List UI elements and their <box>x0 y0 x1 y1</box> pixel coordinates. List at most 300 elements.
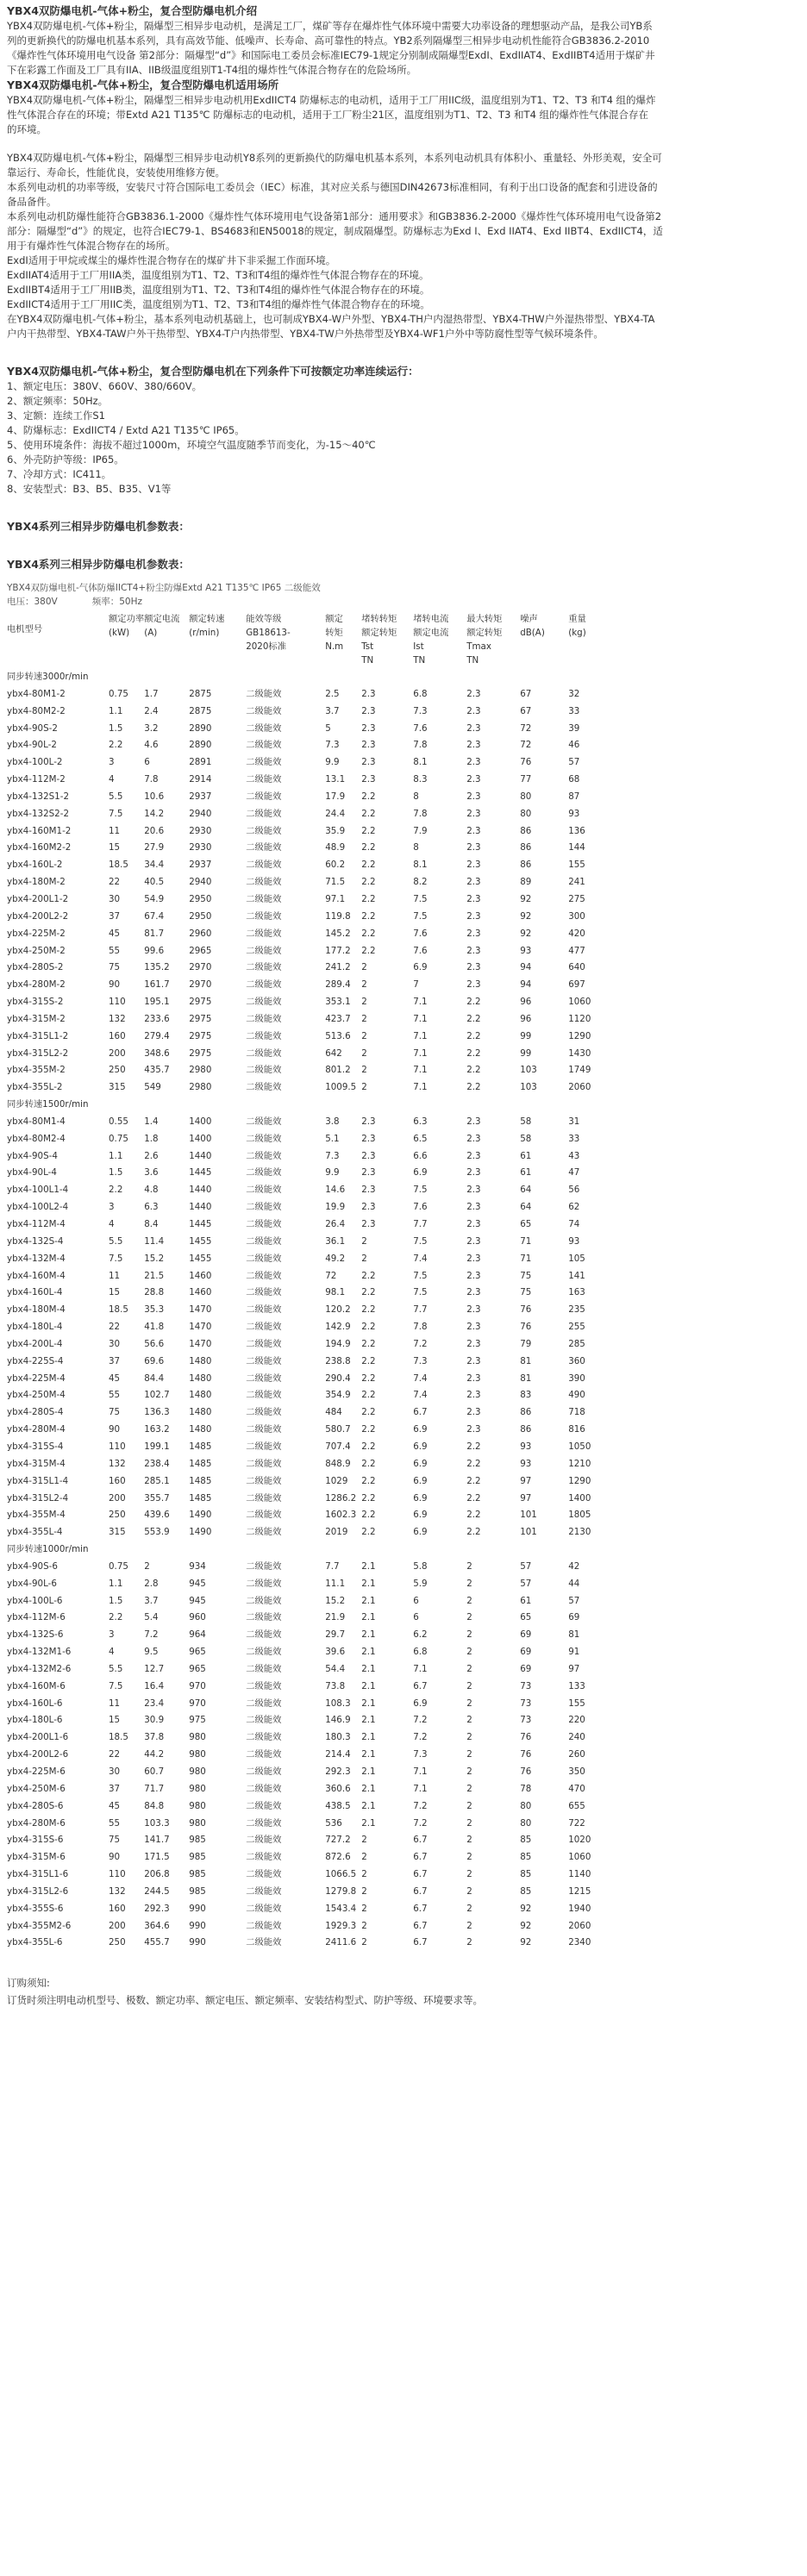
cell-power: 37 <box>109 1783 121 1794</box>
cell-noise: 97 <box>520 1475 532 1486</box>
cell-speed: 1445 <box>189 1219 212 1229</box>
cell-weight: 2340 <box>568 1937 591 1948</box>
cell-max-torque: 2.2 <box>466 1065 481 1076</box>
cell-weight: 44 <box>568 1578 580 1589</box>
table-row <box>7 840 620 857</box>
cell-torque: 1602.3 <box>325 1510 357 1521</box>
cell-power: 250 <box>109 1510 126 1521</box>
cell-weight: 722 <box>568 1817 585 1829</box>
cell-locked-current: 7.7 <box>413 1304 428 1316</box>
cell-weight: 62 <box>568 1202 580 1213</box>
scope-line: YBX4双防爆电机-气体+粉尘，隔爆型三相异步电动机用ExdIICT4 防爆标志的电动机，适用于工厂用IIC级，温度组别为T1、T2、T3 和T4 组的爆炸 <box>7 94 656 106</box>
cell-locked-current: 7.5 <box>413 1287 428 1298</box>
cell-locked-torque: 2.2 <box>361 842 376 853</box>
cell-power: 11 <box>109 1698 121 1709</box>
cell-efficiency: 二级能效 <box>246 1390 282 1401</box>
cell-weight: 1749 <box>568 1065 591 1076</box>
cell-model: ybx4-315L2-2 <box>7 1047 69 1059</box>
cell-locked-torque: 2.2 <box>361 1424 376 1435</box>
cell-locked-current: 6.9 <box>413 962 428 973</box>
col-current-label: 额定电流 <box>144 614 180 624</box>
cell-max-torque: 2.3 <box>466 808 481 819</box>
table-row <box>7 1507 620 1524</box>
table-row <box>7 1199 620 1216</box>
cell-weight: 350 <box>568 1766 585 1777</box>
cell-power: 1.5 <box>109 1167 123 1179</box>
cell-noise: 97 <box>520 1492 532 1504</box>
cell-efficiency: 二级能效 <box>246 774 282 785</box>
cell-noise: 78 <box>520 1783 532 1794</box>
cell-model: ybx4-180M-4 <box>7 1304 66 1316</box>
cell-locked-torque: 2.2 <box>361 928 376 939</box>
cell-max-torque: 2.3 <box>466 842 481 853</box>
cell-power: 75 <box>109 1835 121 1846</box>
cell-model: ybx4-355M-2 <box>7 1065 66 1076</box>
col-max-torque-sym: Tmax TN <box>466 641 491 666</box>
cell-weight: 640 <box>568 962 585 973</box>
cell-weight: 360 <box>568 1355 585 1366</box>
cell-noise: 92 <box>520 910 532 922</box>
col-locked-current <box>413 610 466 669</box>
body-line: 用于有爆炸性气体混合物存在的场所。 <box>7 240 176 252</box>
cell-model: ybx4-280M-4 <box>7 1424 66 1435</box>
cell-model: ybx4-225S-4 <box>7 1355 64 1366</box>
cell-speed: 970 <box>189 1680 206 1691</box>
cell-model: ybx4-100L1-4 <box>7 1185 69 1196</box>
cell-weight: 69 <box>568 1612 580 1623</box>
cell-model: ybx4-355L-6 <box>7 1937 63 1948</box>
cell-torque: 49.2 <box>325 1253 346 1264</box>
spec-table-body <box>7 669 620 1952</box>
table-row <box>7 1131 620 1148</box>
cell-speed: 1470 <box>189 1338 212 1349</box>
cell-torque: 60.2 <box>325 860 346 871</box>
cell-locked-torque: 2 <box>361 1920 367 1931</box>
intro-text <box>7 19 800 78</box>
cell-noise: 92 <box>520 893 532 904</box>
cell-torque: 35.9 <box>325 825 346 836</box>
cell-max-torque: 2 <box>466 1663 472 1674</box>
table-row <box>7 1371 620 1388</box>
cell-noise: 75 <box>520 1270 532 1281</box>
cell-current: 6 <box>144 757 150 768</box>
cell-noise: 85 <box>520 1835 532 1846</box>
cell-efficiency: 二级能效 <box>246 1937 282 1948</box>
table-row <box>7 1712 620 1729</box>
table-row <box>7 857 620 874</box>
cell-weight: 93 <box>568 808 580 819</box>
cell-locked-torque: 2.3 <box>361 774 376 785</box>
cell-efficiency: 二级能效 <box>246 1492 282 1504</box>
cell-torque: 801.2 <box>325 1065 351 1076</box>
intro-title: YBX4双防爆电机-气体+粉尘，复合型防爆电机介绍 <box>7 4 258 17</box>
cell-noise: 57 <box>520 1560 532 1572</box>
cell-speed: 980 <box>189 1817 206 1829</box>
cell-max-torque: 2.3 <box>466 877 481 888</box>
cell-model: ybx4-315S-2 <box>7 997 64 1008</box>
cell-speed: 985 <box>189 1835 206 1846</box>
cell-model: ybx4-225M-2 <box>7 928 66 939</box>
cell-noise: 86 <box>520 1407 532 1418</box>
cell-max-torque: 2 <box>466 1578 472 1589</box>
cell-speed: 2950 <box>189 893 212 904</box>
cell-locked-current: 6.9 <box>413 1167 428 1179</box>
body-line: ExdI适用于甲烷或煤尘的爆炸性混合物存在的煤矿井下非采掘工作面环境。 <box>7 254 336 266</box>
cell-weight: 477 <box>568 945 585 956</box>
cell-model: ybx4-90S-4 <box>7 1150 58 1161</box>
cell-weight: 155 <box>568 860 585 871</box>
col-efficiency-sub: GB18613-2020标准 <box>246 628 291 652</box>
table-row <box>7 806 620 823</box>
cell-max-torque: 2 <box>466 1629 472 1641</box>
scope-text <box>7 93 800 137</box>
cell-torque: 15.2 <box>325 1595 346 1606</box>
cell-weight: 2130 <box>568 1527 591 1538</box>
cell-power: 200 <box>109 1920 126 1931</box>
table-row <box>7 909 620 926</box>
cell-efficiency: 二级能效 <box>246 1629 282 1641</box>
cell-max-torque: 2.3 <box>466 791 481 802</box>
cell-weight: 490 <box>568 1390 585 1401</box>
cell-efficiency: 二级能效 <box>246 1372 282 1384</box>
cell-locked-torque: 2.2 <box>361 1492 376 1504</box>
table-row <box>7 1866 620 1884</box>
cell-power: 22 <box>109 1749 121 1760</box>
cell-model: ybx4-315M-4 <box>7 1458 66 1469</box>
cell-power: 75 <box>109 962 121 973</box>
cell-current: 27.9 <box>144 842 165 853</box>
cell-max-torque: 2.3 <box>466 910 481 922</box>
cell-efficiency: 二级能效 <box>246 1458 282 1469</box>
cell-current: 12.7 <box>144 1663 165 1674</box>
cell-torque: 3.7 <box>325 705 340 716</box>
cell-locked-torque: 2.2 <box>361 1270 376 1281</box>
cell-efficiency: 二级能效 <box>246 1235 282 1247</box>
cell-noise: 103 <box>520 1065 537 1076</box>
cell-locked-current: 5.9 <box>413 1578 428 1589</box>
cell-torque: 71.5 <box>325 877 346 888</box>
table-row <box>7 686 620 703</box>
cell-max-torque: 2 <box>466 1680 472 1691</box>
intro-line: 下在彩露工作面及工厂具有IIA、IIB级温度组别T1-T4组的爆炸性气体混合物存在的危险场所。 <box>7 64 417 76</box>
cell-max-torque: 2.2 <box>466 997 481 1008</box>
cell-current: 7.8 <box>144 774 159 785</box>
cell-model: ybx4-132S1-2 <box>7 791 69 802</box>
cell-power: 0.75 <box>109 1133 128 1144</box>
cell-speed: 2875 <box>189 705 212 716</box>
cell-torque: 214.4 <box>325 1749 351 1760</box>
cell-speed: 1490 <box>189 1510 212 1521</box>
table-row <box>7 1696 620 1713</box>
cell-max-torque: 2.3 <box>466 825 481 836</box>
cell-locked-torque: 2 <box>361 979 367 991</box>
cell-speed: 1480 <box>189 1355 212 1366</box>
table-row <box>7 1816 620 1833</box>
cell-torque: 9.9 <box>325 757 340 768</box>
cell-model: ybx4-200L2-2 <box>7 910 69 922</box>
cell-noise: 80 <box>520 791 532 802</box>
condition-item: 6、外壳防护等级：IP65。 <box>7 453 124 466</box>
cell-power: 132 <box>109 1885 126 1897</box>
cell-torque: 2411.6 <box>325 1937 357 1948</box>
cell-efficiency: 二级能效 <box>246 1527 282 1538</box>
cell-max-torque: 2 <box>466 1612 472 1623</box>
cell-speed: 2937 <box>189 860 212 871</box>
cell-power: 4 <box>109 1647 115 1658</box>
cell-locked-torque: 2.2 <box>361 1510 376 1521</box>
table-row <box>7 1524 620 1541</box>
cell-model: ybx4-250M-6 <box>7 1783 66 1794</box>
cell-noise: 65 <box>520 1219 532 1229</box>
cell-current: 2.4 <box>144 705 159 716</box>
cell-efficiency: 二级能效 <box>246 740 282 751</box>
cell-power: 1.5 <box>109 722 123 734</box>
col-noise-label: 噪声 <box>520 614 538 624</box>
cell-max-torque: 2.3 <box>466 945 481 956</box>
cell-efficiency: 二级能效 <box>246 688 282 699</box>
cell-max-torque: 2 <box>466 1732 472 1743</box>
cell-efficiency: 二级能效 <box>246 825 282 836</box>
col-torque <box>325 610 361 669</box>
cell-model: ybx4-132M2-6 <box>7 1663 72 1674</box>
cell-weight: 655 <box>568 1800 585 1811</box>
cell-torque: 180.3 <box>325 1732 351 1743</box>
cell-efficiency: 二级能效 <box>246 1355 282 1366</box>
cell-power: 30 <box>109 1766 121 1777</box>
cell-power: 30 <box>109 1338 121 1349</box>
cell-locked-current: 6.7 <box>413 1835 428 1846</box>
cell-model: ybx4-132S-6 <box>7 1629 64 1641</box>
cell-power: 7.5 <box>109 808 123 819</box>
cell-locked-torque: 2.1 <box>361 1560 376 1572</box>
cell-speed: 965 <box>189 1663 206 1674</box>
cell-efficiency: 二级能效 <box>246 1030 282 1041</box>
cell-max-torque: 2.3 <box>466 722 481 734</box>
cell-current: 285.1 <box>144 1475 170 1486</box>
cell-torque: 21.9 <box>325 1612 346 1623</box>
cell-max-torque: 2 <box>466 1869 472 1880</box>
table-row <box>7 1576 620 1593</box>
cell-model: ybx4-280S-2 <box>7 962 64 973</box>
cell-speed: 2875 <box>189 688 212 699</box>
cell-efficiency: 二级能效 <box>246 1133 282 1144</box>
cell-locked-torque: 2.3 <box>361 1150 376 1161</box>
cell-torque: 580.7 <box>325 1424 351 1435</box>
group-label: 同步转速1500r/min <box>7 1099 89 1110</box>
cell-power: 3 <box>109 1202 115 1213</box>
table-row <box>7 1062 620 1079</box>
cell-weight: 220 <box>568 1715 585 1726</box>
cell-locked-torque: 2.2 <box>361 877 376 888</box>
cell-locked-current: 6.7 <box>413 1920 428 1931</box>
col-efficiency-label: 能效等级 <box>246 614 282 624</box>
cell-power: 22 <box>109 877 121 888</box>
cell-current: 54.9 <box>144 893 165 904</box>
cell-weight: 33 <box>568 1133 580 1144</box>
col-power <box>109 610 144 669</box>
cell-weight: 87 <box>568 791 580 802</box>
cell-efficiency: 二级能效 <box>246 1698 282 1709</box>
cell-weight: 74 <box>568 1219 580 1229</box>
table-row <box>7 1918 620 1935</box>
cell-weight: 56 <box>568 1185 580 1196</box>
cell-noise: 93 <box>520 945 532 956</box>
cell-model: ybx4-180L-6 <box>7 1715 63 1726</box>
cell-current: 1.7 <box>144 688 159 699</box>
cell-efficiency: 二级能效 <box>246 1407 282 1418</box>
cell-power: 1.1 <box>109 705 123 716</box>
cell-efficiency: 二级能效 <box>246 722 282 734</box>
conditions-title: YBX4双防爆电机-气体+粉尘，复合型防爆电机在下列条件下可按额定功率连续运行： <box>7 365 419 378</box>
cell-weight: 57 <box>568 1595 580 1606</box>
cell-weight: 93 <box>568 1235 580 1247</box>
cell-noise: 86 <box>520 842 532 853</box>
cell-torque: 194.9 <box>325 1338 351 1349</box>
cell-locked-current: 7.3 <box>413 705 428 716</box>
cell-noise: 73 <box>520 1680 532 1691</box>
cell-noise: 85 <box>520 1852 532 1863</box>
cell-noise: 64 <box>520 1185 532 1196</box>
cell-speed: 980 <box>189 1766 206 1777</box>
cell-locked-current: 6.9 <box>413 1510 428 1521</box>
cell-max-torque: 2.3 <box>466 774 481 785</box>
cell-model: ybx4-160M-4 <box>7 1270 66 1281</box>
cell-locked-torque: 2.3 <box>361 722 376 734</box>
cell-weight: 275 <box>568 893 585 904</box>
cell-weight: 1060 <box>568 1852 591 1863</box>
cell-efficiency: 二级能效 <box>246 1202 282 1213</box>
cell-weight: 1020 <box>568 1835 591 1846</box>
cell-torque: 19.9 <box>325 1202 346 1213</box>
table-row <box>7 1319 620 1336</box>
cell-noise: 94 <box>520 979 532 991</box>
cell-weight: 420 <box>568 928 585 939</box>
cell-locked-current: 6 <box>413 1612 419 1623</box>
condition-item: 8、安装型式：B3、B5、B35、V1等 <box>7 483 172 495</box>
table-row <box>7 1901 620 1918</box>
cell-locked-current: 6.9 <box>413 1698 428 1709</box>
cell-locked-torque: 2.1 <box>361 1698 376 1709</box>
table-row <box>7 1832 620 1849</box>
cell-speed: 990 <box>189 1937 206 1948</box>
cell-speed: 1485 <box>189 1458 212 1469</box>
cell-power: 90 <box>109 1424 121 1435</box>
cell-noise: 71 <box>520 1253 532 1264</box>
cell-model: ybx4-315L2-4 <box>7 1492 69 1504</box>
cell-max-torque: 2 <box>466 1749 472 1760</box>
cell-model: ybx4-90L-4 <box>7 1167 57 1179</box>
cell-locked-torque: 2 <box>361 1937 367 1948</box>
body-line: 在YBX4双防爆电机-气体+粉尘，基本系列电动机基础上，也可制成YBX4-W户外型、YBX4-TH户内湿热带型、YBX4-THW户外湿热带型、YBX4-TA <box>7 313 655 325</box>
table-row <box>7 1491 620 1508</box>
cell-power: 55 <box>109 1390 121 1401</box>
cell-speed: 1490 <box>189 1527 212 1538</box>
cell-efficiency: 二级能效 <box>246 1047 282 1059</box>
body-line: 本系列电动机的功率等级，安装尺寸符合国际电工委员会（IEC）标准，其对应关系与德国DIN42673标准相同，有利于出口设备的配套和引进设备的 <box>7 181 658 193</box>
cell-speed: 1460 <box>189 1270 212 1281</box>
table-row <box>7 1182 620 1199</box>
cell-model: ybx4-180L-4 <box>7 1322 63 1333</box>
cell-torque: 98.1 <box>325 1287 346 1298</box>
cell-noise: 72 <box>520 722 532 734</box>
cell-locked-current: 6.9 <box>413 1527 428 1538</box>
cell-locked-current: 7.1 <box>413 997 428 1008</box>
cell-efficiency: 二级能效 <box>246 1835 282 1846</box>
cell-speed: 1485 <box>189 1441 212 1452</box>
group-label: 同步转速1000r/min <box>7 1544 89 1555</box>
col-torque-unit: N.m <box>325 641 344 652</box>
cell-model: ybx4-315L1-6 <box>7 1869 69 1880</box>
cell-power: 160 <box>109 1030 126 1041</box>
cell-locked-torque: 2.2 <box>361 1441 376 1452</box>
cell-weight: 42 <box>568 1560 580 1572</box>
cell-max-torque: 2.3 <box>466 1133 481 1144</box>
cell-max-torque: 2.2 <box>466 1047 481 1059</box>
cell-noise: 65 <box>520 1612 532 1623</box>
cell-torque: 5 <box>325 722 331 734</box>
cell-weight: 1805 <box>568 1510 591 1521</box>
cell-model: ybx4-250M-2 <box>7 945 66 956</box>
cell-model: ybx4-160M-6 <box>7 1680 66 1691</box>
cell-locked-current: 7.1 <box>413 1082 428 1093</box>
cell-efficiency: 二级能效 <box>246 1185 282 1196</box>
cell-efficiency: 二级能效 <box>246 1253 282 1264</box>
cell-torque: 353.1 <box>325 997 351 1008</box>
cell-current: 355.7 <box>144 1492 170 1504</box>
cell-weight: 816 <box>568 1424 585 1435</box>
cell-current: 364.6 <box>144 1920 170 1931</box>
group-header-row <box>7 1097 620 1114</box>
cell-max-torque: 2.2 <box>466 1475 481 1486</box>
cell-weight: 260 <box>568 1749 585 1760</box>
cell-locked-current: 7.8 <box>413 740 428 751</box>
cell-locked-torque: 2 <box>361 1885 367 1897</box>
cell-power: 15 <box>109 1715 121 1726</box>
cell-power: 110 <box>109 997 126 1008</box>
cell-weight: 32 <box>568 688 580 699</box>
cell-locked-torque: 2.1 <box>361 1715 376 1726</box>
cell-efficiency: 二级能效 <box>246 1595 282 1606</box>
cell-weight: 133 <box>568 1680 585 1691</box>
cell-max-torque: 2 <box>466 1783 472 1794</box>
cell-torque: 484 <box>325 1407 342 1418</box>
cell-noise: 71 <box>520 1235 532 1247</box>
cell-power: 3 <box>109 757 115 768</box>
cell-torque: 177.2 <box>325 945 351 956</box>
cell-locked-current: 7.1 <box>413 1766 428 1777</box>
cell-speed: 2890 <box>189 722 212 734</box>
cell-model: ybx4-200L1-6 <box>7 1732 69 1743</box>
cell-noise: 81 <box>520 1372 532 1384</box>
cell-locked-current: 6.9 <box>413 1458 428 1469</box>
cell-speed: 975 <box>189 1715 206 1726</box>
table-row <box>7 1798 620 1816</box>
cell-noise: 75 <box>520 1287 532 1298</box>
cell-locked-torque: 2.2 <box>361 893 376 904</box>
cell-locked-current: 7.8 <box>413 808 428 819</box>
cell-model: ybx4-315S-4 <box>7 1441 64 1452</box>
cell-speed: 2975 <box>189 1013 212 1024</box>
cell-torque: 97.1 <box>325 893 346 904</box>
scope-line: 性气体混合存在的环境；带Extd A21 T135℃ 防爆标志的电动机，适用于工厂粉尘21区，温度组别为T1、T2、T3 和T4 组的爆炸性气体混合存在 <box>7 109 649 121</box>
cell-weight: 1290 <box>568 1030 591 1041</box>
col-speed-label: 额定转速 <box>189 614 225 624</box>
cell-power: 110 <box>109 1441 126 1452</box>
cell-efficiency: 二级能效 <box>246 1885 282 1897</box>
params-title: YBX4系列三相异步防爆电机参数表： <box>7 520 190 533</box>
cell-efficiency: 二级能效 <box>246 1510 282 1521</box>
cell-current: 21.5 <box>144 1270 165 1281</box>
